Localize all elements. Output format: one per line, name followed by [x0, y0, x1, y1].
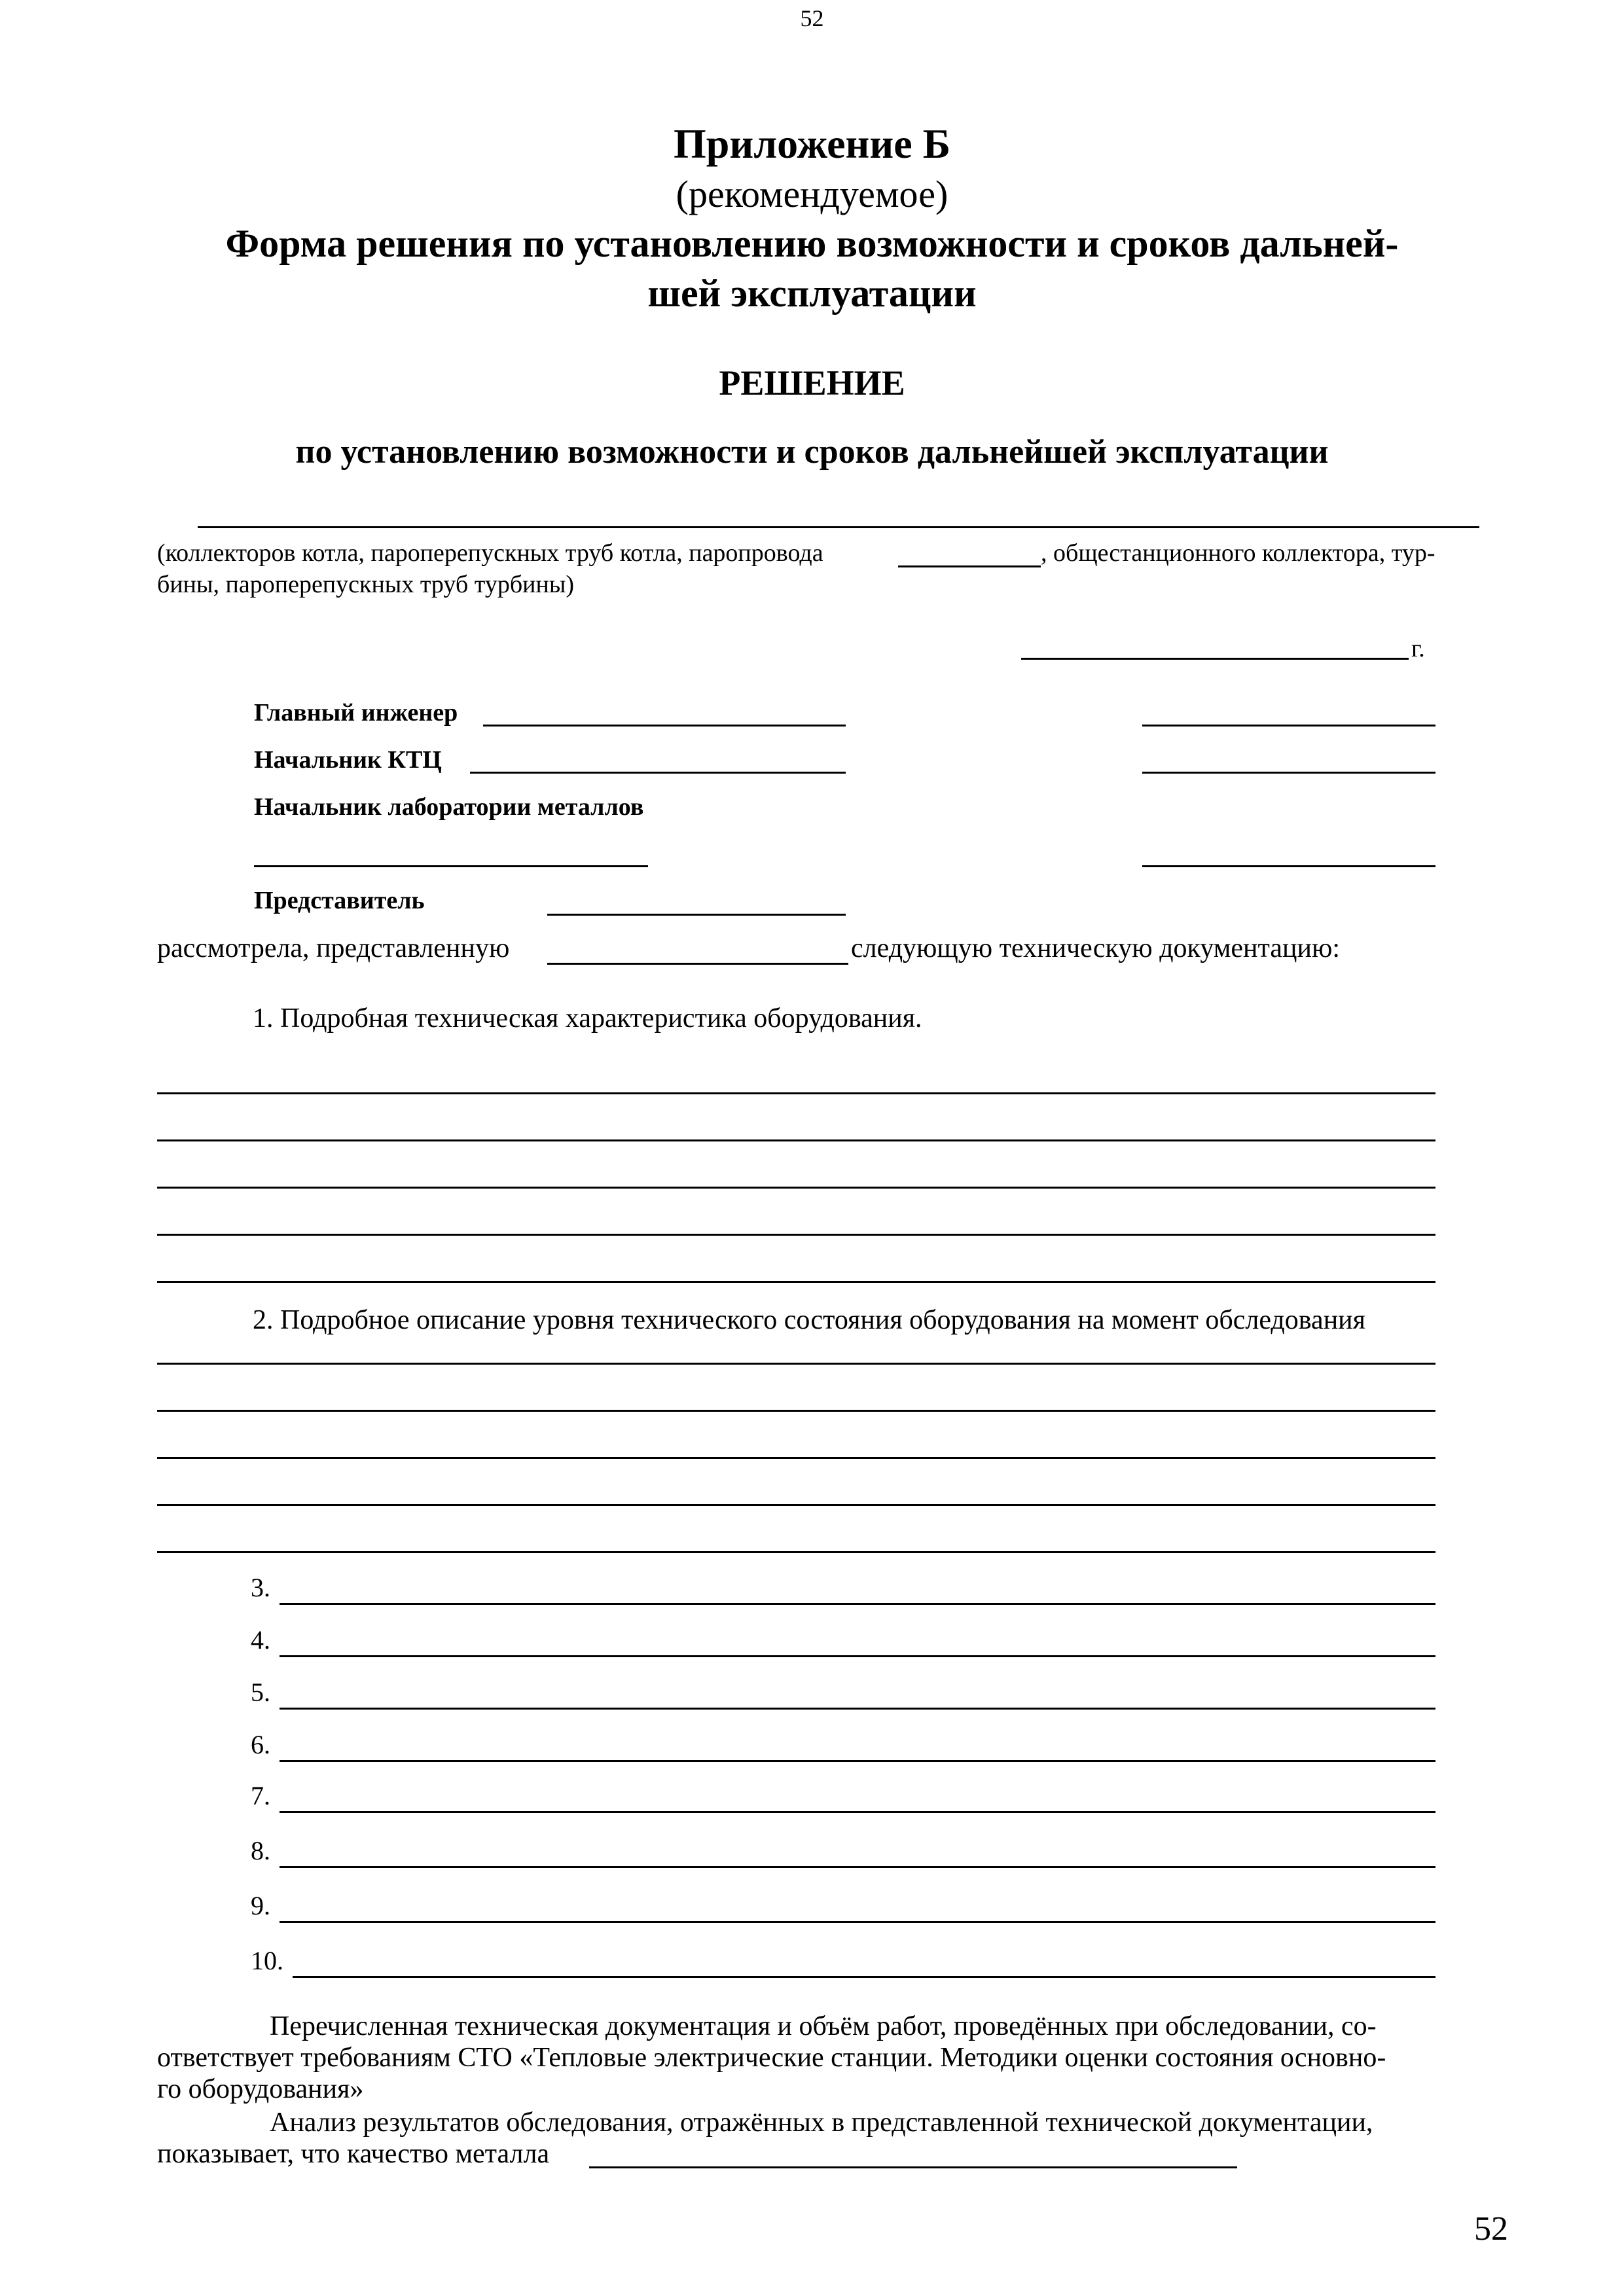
page-number-top: 52 [800, 5, 824, 31]
form-title-line1: Форма решения по установлению возможности и сроков дальней- [225, 222, 1399, 265]
metal-quality-blank[interactable] [589, 2166, 1237, 2168]
item-line[interactable] [280, 1603, 1435, 1605]
equipment-hint-part1: (коллекторов котла, пароперепускных труб котла, паропровода [157, 539, 823, 567]
numbered-item [251, 1570, 1435, 1605]
lab-head-name-blank[interactable] [254, 865, 648, 867]
equipment-blank-line[interactable] [198, 526, 1479, 528]
steam-pipeline-blank[interactable] [898, 565, 1041, 567]
numbered-item [251, 1943, 1435, 1978]
chief-engineer-label: Главный инженер [254, 699, 458, 726]
numbered-item [251, 1622, 1435, 1657]
item-line[interactable] [280, 1760, 1435, 1762]
numbered-item [251, 1727, 1435, 1762]
item-number: 8. [251, 1836, 270, 1865]
item-2-line[interactable] [157, 1410, 1435, 1412]
ktc-head-name-blank[interactable] [470, 772, 846, 774]
conclusion-p1-line1: Перечисленная техническая документация и объём работ, проведённых при обследовании, со- [270, 2011, 1377, 2041]
conclusion-p2-line1: Анализ результатов обследования, отражённых в представленной технической документации, [270, 2108, 1373, 2138]
item-line[interactable] [280, 1866, 1435, 1868]
appendix-title: Приложение Б [674, 120, 950, 167]
item-2-line[interactable] [157, 1363, 1435, 1365]
ktc-head-signature-blank[interactable] [1142, 772, 1435, 774]
conclusion-p1-line2: ответствует требованиям СТО «Тепловые электрические станции. Методики оценки состояния основно- [157, 2043, 1386, 2073]
conclusion-p2-line2: показывает, что качество металла [157, 2139, 550, 2169]
form-title-line2: шей эксплуатации [647, 272, 977, 315]
item-number: 9. [251, 1891, 270, 1920]
item-line[interactable] [280, 1811, 1435, 1813]
chief-engineer-name-blank[interactable] [483, 725, 846, 726]
conclusion-p1-line3: го оборудования» [157, 2074, 364, 2104]
item-number: 7. [251, 1781, 270, 1810]
item-1-label: 1. Подробная техническая характеристика оборудования. [253, 1003, 922, 1033]
item-line[interactable] [280, 1708, 1435, 1710]
representative-label: Представитель [254, 887, 425, 914]
item-1-line[interactable] [157, 1281, 1435, 1283]
item-number: 6. [251, 1730, 270, 1759]
chief-engineer-signature-blank[interactable] [1142, 725, 1435, 726]
item-line[interactable] [280, 1655, 1435, 1657]
item-number: 3. [251, 1573, 270, 1602]
item-2-line[interactable] [157, 1457, 1435, 1459]
equipment-hint-part2: , общестанционного коллектора, тур- [1041, 539, 1435, 567]
ktc-head-label: Начальник КТЦ [254, 746, 442, 774]
item-1-line[interactable] [157, 1139, 1435, 1141]
item-number: 10. [251, 1946, 283, 1975]
lab-head-label: Начальник лаборатории металлов [254, 793, 644, 821]
item-2-label: 2. Подробное описание уровня технического состояния оборудования на момент обследования [253, 1305, 1365, 1335]
numbered-item [251, 1778, 1435, 1813]
item-line[interactable] [293, 1976, 1435, 1978]
item-1-line[interactable] [157, 1092, 1435, 1094]
item-2-line[interactable] [157, 1504, 1435, 1506]
lab-head-signature-blank[interactable] [1142, 865, 1435, 867]
presented-by-blank[interactable] [547, 963, 848, 965]
representative-blank[interactable] [547, 914, 846, 916]
reviewed-text-part1: рассмотрела, представленную [157, 933, 510, 963]
numbered-item [251, 1833, 1435, 1868]
item-1-line[interactable] [157, 1187, 1435, 1189]
numbered-item [251, 1674, 1435, 1710]
equipment-hint-line2: бины, пароперепускных труб турбины) [157, 571, 575, 598]
date-blank[interactable] [1021, 658, 1409, 660]
decision-title: РЕШЕНИЕ [719, 363, 905, 403]
page-number-bottom: 52 [1474, 2210, 1508, 2248]
appendix-recommended: (рекомендуемое) [676, 173, 948, 215]
item-number: 5. [251, 1677, 270, 1707]
decision-subtitle: по установлению возможности и сроков дальнейшей эксплуатации [295, 433, 1329, 471]
reviewed-text-part2: следующую техническую документацию: [851, 933, 1341, 963]
item-number: 4. [251, 1625, 270, 1655]
numbered-item [251, 1888, 1435, 1923]
item-line[interactable] [280, 1921, 1435, 1923]
item-1-line[interactable] [157, 1234, 1435, 1236]
item-2-line[interactable] [157, 1551, 1435, 1553]
date-suffix: г. [1411, 635, 1425, 662]
